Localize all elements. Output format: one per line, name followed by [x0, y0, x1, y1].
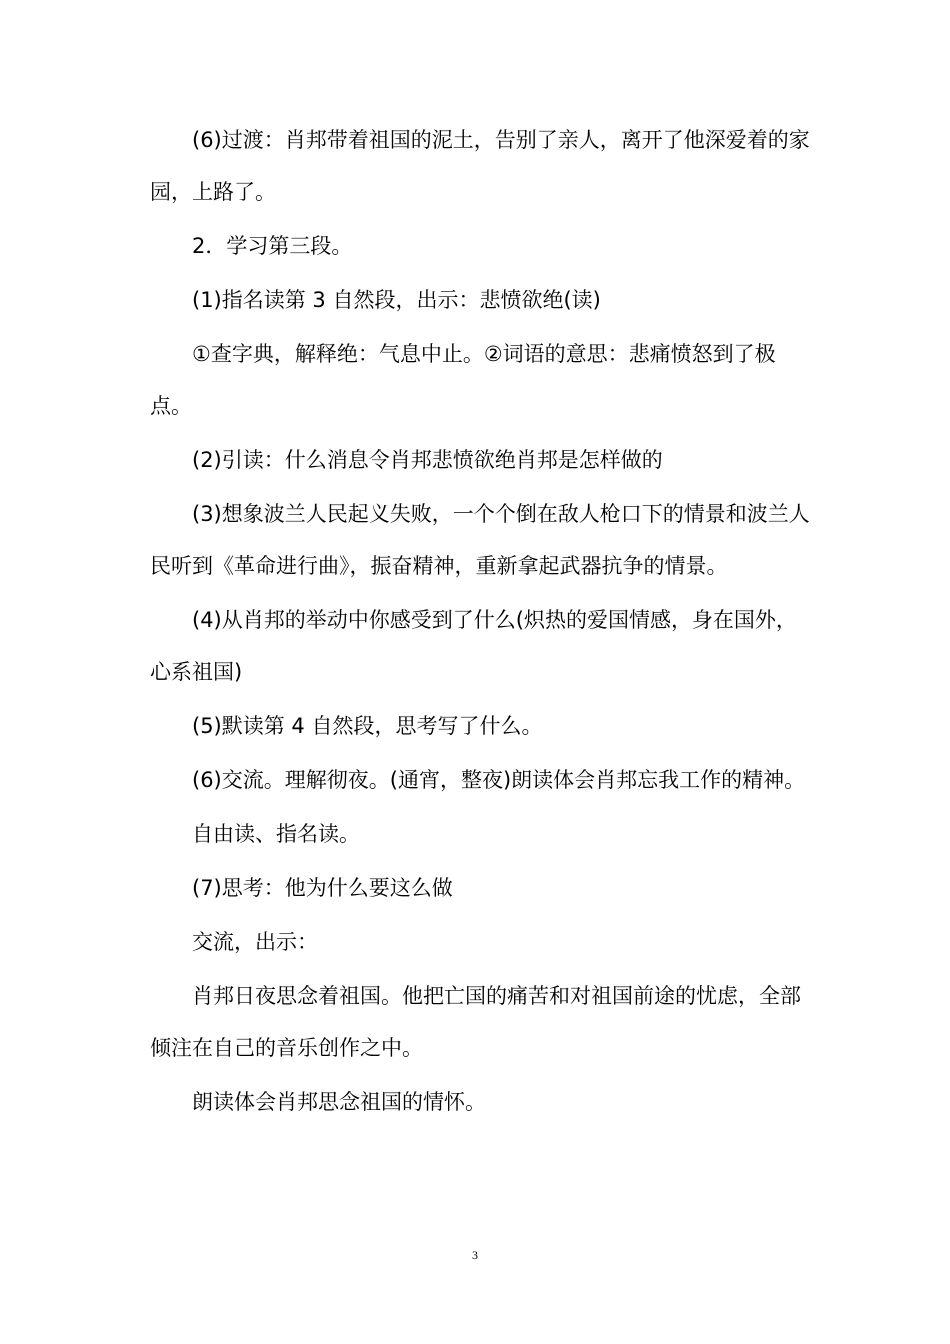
paragraph: (2)引读：什么消息令肖邦悲愤欲绝肖邦是怎样做的: [192, 448, 663, 472]
paragraph: ①查字典，解释绝：气息中止。②词语的意思：悲痛愤怒到了极点。: [150, 342, 776, 418]
paragraph: 肖邦日夜思念着祖国。他把亡国的痛苦和对祖国前途的忧虑，全部倾注在自己的音乐创作之中。: [150, 984, 801, 1060]
paragraph: (5)默读第 4 自然段，思考写了什么。: [192, 714, 543, 738]
paragraph: (4)从肖邦的举动中你感受到了什么(炽热的爱国情感，身在国外，心系祖国): [150, 608, 797, 684]
paragraph: 自由读、指名读。: [192, 822, 360, 846]
document-body: [150, 114, 810, 1130]
paragraph: (7)思考：他为什么要这么做: [192, 876, 453, 900]
paragraph: 2．学习第三段。: [192, 234, 353, 258]
paragraph: (6)过渡：肖邦带着祖国的泥土，告别了亲人，离开了他深爱着的家园，上路了。: [150, 128, 810, 204]
paragraph: (6)交流。理解彻夜。(通宵，整夜)朗读体会肖邦忘我工作的精神。: [192, 768, 806, 792]
paragraph: 交流，出示：: [192, 930, 318, 954]
paragraph: (3)想象波兰人民起义失败，一个个倒在敌人枪口下的情景和波兰人民听到《革命进行曲》，振奋精神，重新拿起武器抗争的情景。: [150, 502, 810, 578]
paragraph: (1)指名读第 3 自然段，出示：悲愤欲绝(读): [192, 288, 601, 312]
paragraph: 朗读体会肖邦思念祖国的情怀。: [192, 1090, 486, 1114]
page-number: 3: [472, 1248, 478, 1262]
